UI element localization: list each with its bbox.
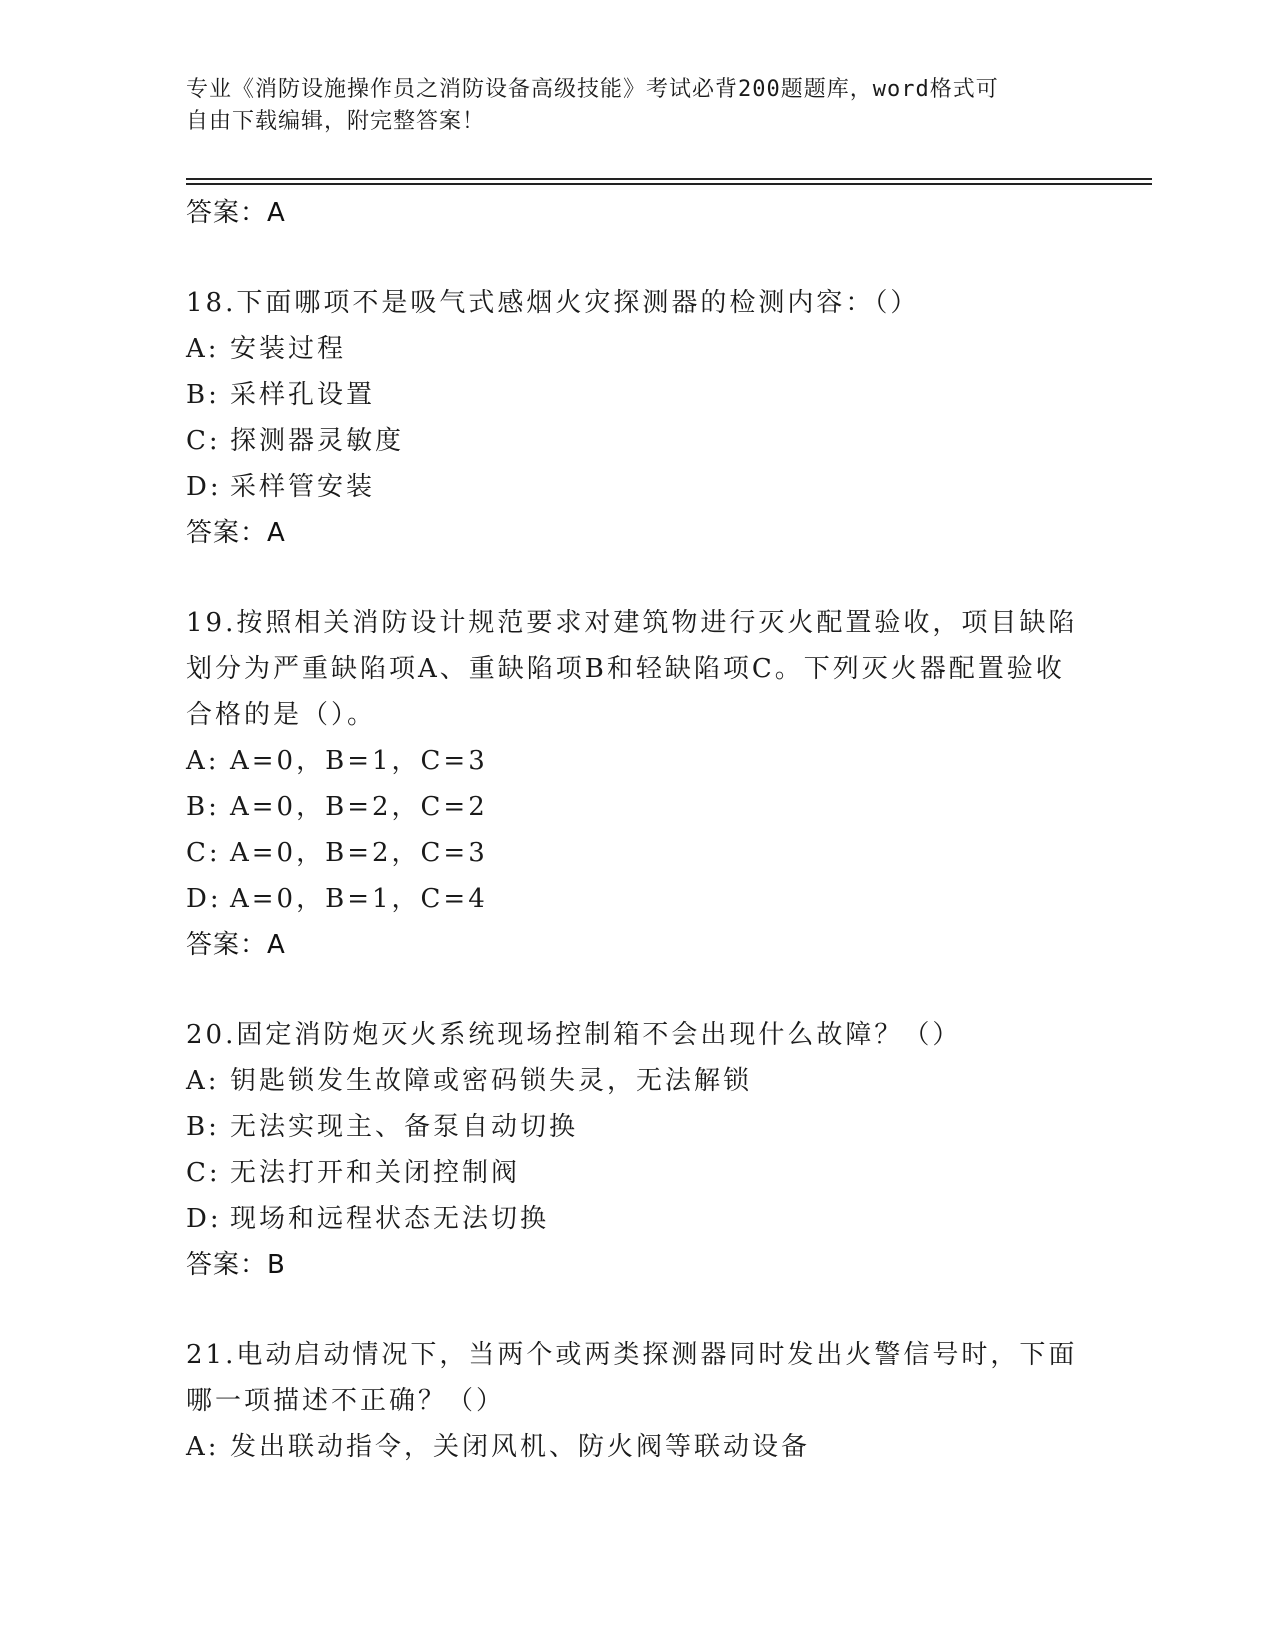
header-rule-bottom <box>186 183 1152 185</box>
option-c <box>186 830 1086 876</box>
option-d <box>186 876 1086 922</box>
question-19 <box>186 600 1086 968</box>
question-text: 19.按照相关消防设计规范要求对建筑物进行灭火配置验收，项目缺陷划分为严重缺陷项A、重缺陷项B和轻缺陷项C。下列灭火器配置验收合格的是（）。 <box>186 608 1078 730</box>
option-text: 采样孔设置 <box>230 380 376 410</box>
option-text: 无法实现主、备泵自动切换 <box>230 1112 579 1142</box>
answer-20: 答案：B <box>186 1250 286 1280</box>
option-label: A: <box>186 1432 220 1462</box>
header-rule-top <box>186 178 1152 180</box>
option-text: A=0，B=1，C=3 <box>230 746 488 776</box>
option-text: 钥匙锁发生故障或密码锁失灵，无法解锁 <box>230 1066 753 1096</box>
option-c <box>186 1150 1086 1196</box>
option-text: 安装过程 <box>230 334 347 364</box>
option-label: D: <box>186 884 222 914</box>
question-21 <box>186 1332 1086 1470</box>
question-20 <box>186 1012 1086 1288</box>
question-text: 21.电动启动情况下，当两个或两类探测器同时发出火警信号时，下面哪一项描述不正确？（） <box>186 1340 1078 1416</box>
question-text: 18.下面哪项不是吸气式感烟火灾探测器的检测内容：（） <box>186 288 920 318</box>
document-header <box>186 74 1086 138</box>
option-c <box>186 418 1086 464</box>
option-text: 发出联动指令，关闭风机、防火阀等联动设备 <box>230 1432 811 1462</box>
answer-previous: 答案：A <box>186 198 286 228</box>
header-line-1: 专业《消防设施操作员之消防设备高级技能》考试必背200题题库，word格式可 <box>186 77 999 102</box>
option-text: A=0，B=2，C=2 <box>230 792 488 822</box>
question-list <box>186 190 1086 1470</box>
option-label: A: <box>186 746 220 776</box>
option-label: A: <box>186 1066 220 1096</box>
option-label: B: <box>186 380 220 410</box>
option-label: C: <box>186 1158 221 1188</box>
option-a <box>186 1058 1086 1104</box>
option-text: 探测器灵敏度 <box>230 426 405 456</box>
option-b <box>186 372 1086 418</box>
option-b <box>186 784 1086 830</box>
option-label: B: <box>186 792 220 822</box>
question-text: 20.固定消防炮灭火系统现场控制箱不会出现什么故障？（） <box>186 1020 962 1050</box>
option-text: 现场和远程状态无法切换 <box>230 1204 550 1234</box>
option-text: A=0，B=1，C=4 <box>230 884 488 914</box>
option-label: D: <box>186 1204 222 1234</box>
header-line-2: 自由下载编辑，附完整答案！ <box>186 109 486 134</box>
option-d <box>186 464 1086 510</box>
option-b <box>186 1104 1086 1150</box>
option-text: 无法打开和关闭控制阀 <box>230 1158 521 1188</box>
question-18 <box>186 280 1086 556</box>
option-label: B: <box>186 1112 220 1142</box>
option-text: A=0，B=2，C=3 <box>230 838 488 868</box>
option-a <box>186 326 1086 372</box>
option-d <box>186 1196 1086 1242</box>
option-label: D: <box>186 472 222 502</box>
option-label: C: <box>186 838 221 868</box>
answer-18: 答案：A <box>186 518 286 548</box>
option-a <box>186 738 1086 784</box>
option-a <box>186 1424 1086 1470</box>
option-text: 采样管安装 <box>230 472 376 502</box>
answer-19: 答案：A <box>186 930 286 960</box>
option-label: A: <box>186 334 220 364</box>
option-label: C: <box>186 426 221 456</box>
